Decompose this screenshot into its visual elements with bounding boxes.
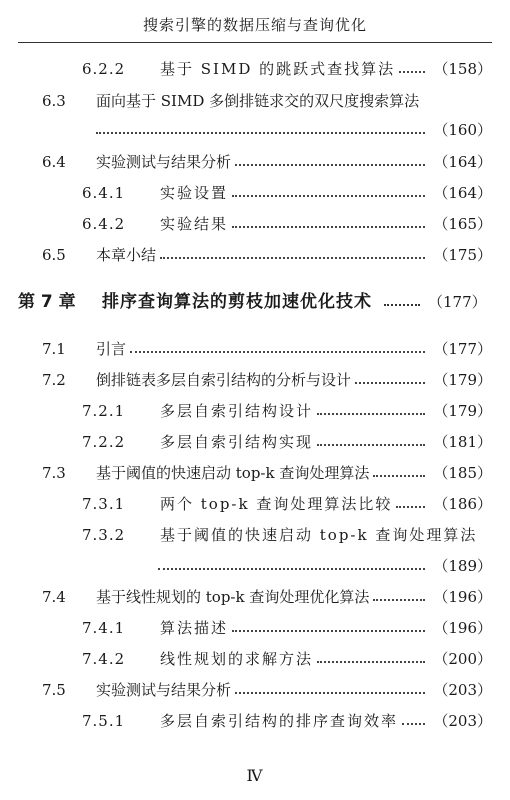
entry-page: （164） — [433, 153, 492, 171]
entry-page: （165） — [433, 215, 492, 233]
toc-entry-7-5[interactable] — [42, 679, 492, 701]
entry-page: （179） — [433, 402, 492, 420]
entry-page: （189） — [433, 557, 492, 575]
entry-title: 多层自索引结构设计 — [160, 402, 314, 420]
toc-chapter-7[interactable] — [18, 290, 492, 314]
entry-title: 实验设置 — [160, 184, 229, 202]
entry-title: 基于 SIMD 的跳跃式查找算法 — [160, 60, 396, 78]
entry-page: （177） — [433, 340, 492, 358]
toc-entry-7-2-2[interactable] — [82, 431, 492, 453]
entry-number: 7.4.1 — [82, 619, 126, 637]
entry-number: 6.5 — [42, 246, 66, 264]
dot-leader — [402, 723, 425, 725]
entry-title: 实验测试与结果分析 — [96, 153, 232, 171]
entry-page: （185） — [433, 464, 492, 482]
toc-entry-7-4-2[interactable] — [82, 648, 492, 670]
entry-page: （158） — [433, 60, 492, 78]
dot-leader — [396, 506, 425, 508]
entry-number: 7.2.1 — [82, 402, 126, 420]
entry-page: （179） — [433, 371, 492, 389]
toc-entry-7-2[interactable] — [42, 369, 492, 391]
chapter-page: （177） — [428, 293, 487, 311]
entry-title: 算法描述 — [160, 619, 229, 637]
entry-page: （203） — [433, 681, 492, 699]
toc-entry-7-3[interactable] — [42, 462, 492, 484]
entry-page: （203） — [433, 712, 492, 730]
dot-leader — [399, 71, 425, 73]
toc-entry-6-3[interactable] — [42, 90, 492, 112]
entry-number: 7.5.1 — [82, 712, 126, 730]
entry-title: 本章小结 — [96, 246, 157, 264]
toc-entry-6-2-2[interactable] — [82, 58, 492, 80]
dot-leader — [317, 413, 425, 415]
entry-number: 7.3.1 — [82, 495, 126, 513]
chapter-number: 第 7 章 — [18, 292, 76, 312]
dot-leader — [232, 195, 425, 197]
toc-entry-6-4[interactable] — [42, 151, 492, 173]
entry-title: 实验结果 — [160, 215, 229, 233]
toc-entry-7-3-2[interactable] — [82, 524, 492, 546]
entry-page: （181） — [433, 433, 492, 451]
entry-number: 6.3 — [42, 92, 66, 110]
entry-title: 线性规划的求解方法 — [160, 650, 314, 668]
entry-number: 6.4 — [42, 153, 66, 171]
dot-leader — [355, 382, 425, 384]
toc-entry-7-2-1[interactable] — [82, 400, 492, 422]
toc-entry-7-3-2-continuation[interactable] — [158, 555, 492, 577]
entry-title: 面向基于 SIMD 多倒排链求交的双尺度搜索算法 — [96, 92, 420, 110]
dot-leader — [160, 257, 425, 259]
dot-leader — [232, 630, 425, 632]
running-header: 搜索引擎的数据压缩与查询优化 — [142, 16, 367, 34]
entry-page: （186） — [433, 495, 492, 513]
toc-entry-7-4[interactable] — [42, 586, 492, 608]
entry-page: （196） — [433, 588, 492, 606]
entry-title: 两个 top-k 查询处理算法比较 — [160, 495, 393, 513]
entry-page: （196） — [433, 619, 492, 637]
toc-entry-6-3-continuation[interactable] — [96, 119, 492, 141]
dot-leader — [317, 661, 425, 663]
entry-number: 7.2 — [42, 371, 66, 389]
toc-entry-6-4-2[interactable] — [82, 213, 492, 235]
dot-leader — [373, 599, 425, 601]
dot-leader — [384, 304, 420, 306]
toc-entry-7-4-1[interactable] — [82, 617, 492, 639]
entry-title: 基于线性规划的 top-k 查询处理优化算法 — [96, 588, 370, 606]
dot-leader — [317, 444, 425, 446]
dot-leader — [232, 226, 425, 228]
chapter-title: 排序查询算法的剪枝加速优化技术 — [102, 292, 372, 312]
dot-leader — [96, 132, 425, 134]
entry-page: （200） — [433, 650, 492, 668]
entry-number: 7.3.2 — [82, 526, 126, 544]
toc-entry-6-4-1[interactable] — [82, 182, 492, 204]
entry-page: （164） — [433, 184, 492, 202]
entry-number: 6.2.2 — [82, 60, 126, 78]
entry-number: 7.3 — [42, 464, 66, 482]
toc-entry-7-1[interactable] — [42, 338, 492, 360]
dot-leader — [373, 475, 425, 477]
entry-page: （175） — [433, 246, 492, 264]
entry-title: 基于阈值的快速启动 top-k 查询处理算法 — [96, 464, 370, 482]
dot-leader — [158, 568, 425, 570]
entry-number: 6.4.1 — [82, 184, 126, 202]
toc-entry-7-3-1[interactable] — [82, 493, 492, 515]
entry-number: 7.2.2 — [82, 433, 126, 451]
entry-number: 6.4.2 — [82, 215, 126, 233]
dot-leader — [130, 351, 425, 353]
entry-title: 引言 — [96, 340, 127, 358]
dot-leader — [235, 692, 425, 694]
toc-entry-7-5-1[interactable] — [82, 710, 492, 732]
entry-title: 实验测试与结果分析 — [96, 681, 232, 699]
entry-number: 7.4.2 — [82, 650, 126, 668]
entry-title: 基于阈值的快速启动 top-k 查询处理算法 — [160, 526, 478, 544]
entry-number: 7.5 — [42, 681, 66, 699]
entry-title: 多层自索引结构的排序查询效率 — [160, 712, 399, 730]
header-rule — [18, 42, 492, 43]
toc-entry-6-5[interactable] — [42, 244, 492, 266]
dot-leader — [235, 164, 425, 166]
entry-title: 多层自索引结构实现 — [160, 433, 314, 451]
entry-number: 7.4 — [42, 588, 66, 606]
entry-title: 倒排链表多层自索引结构的分析与设计 — [96, 371, 352, 389]
entry-page: （160） — [433, 121, 492, 139]
page-number: Ⅳ — [246, 766, 264, 785]
entry-number: 7.1 — [42, 340, 66, 358]
